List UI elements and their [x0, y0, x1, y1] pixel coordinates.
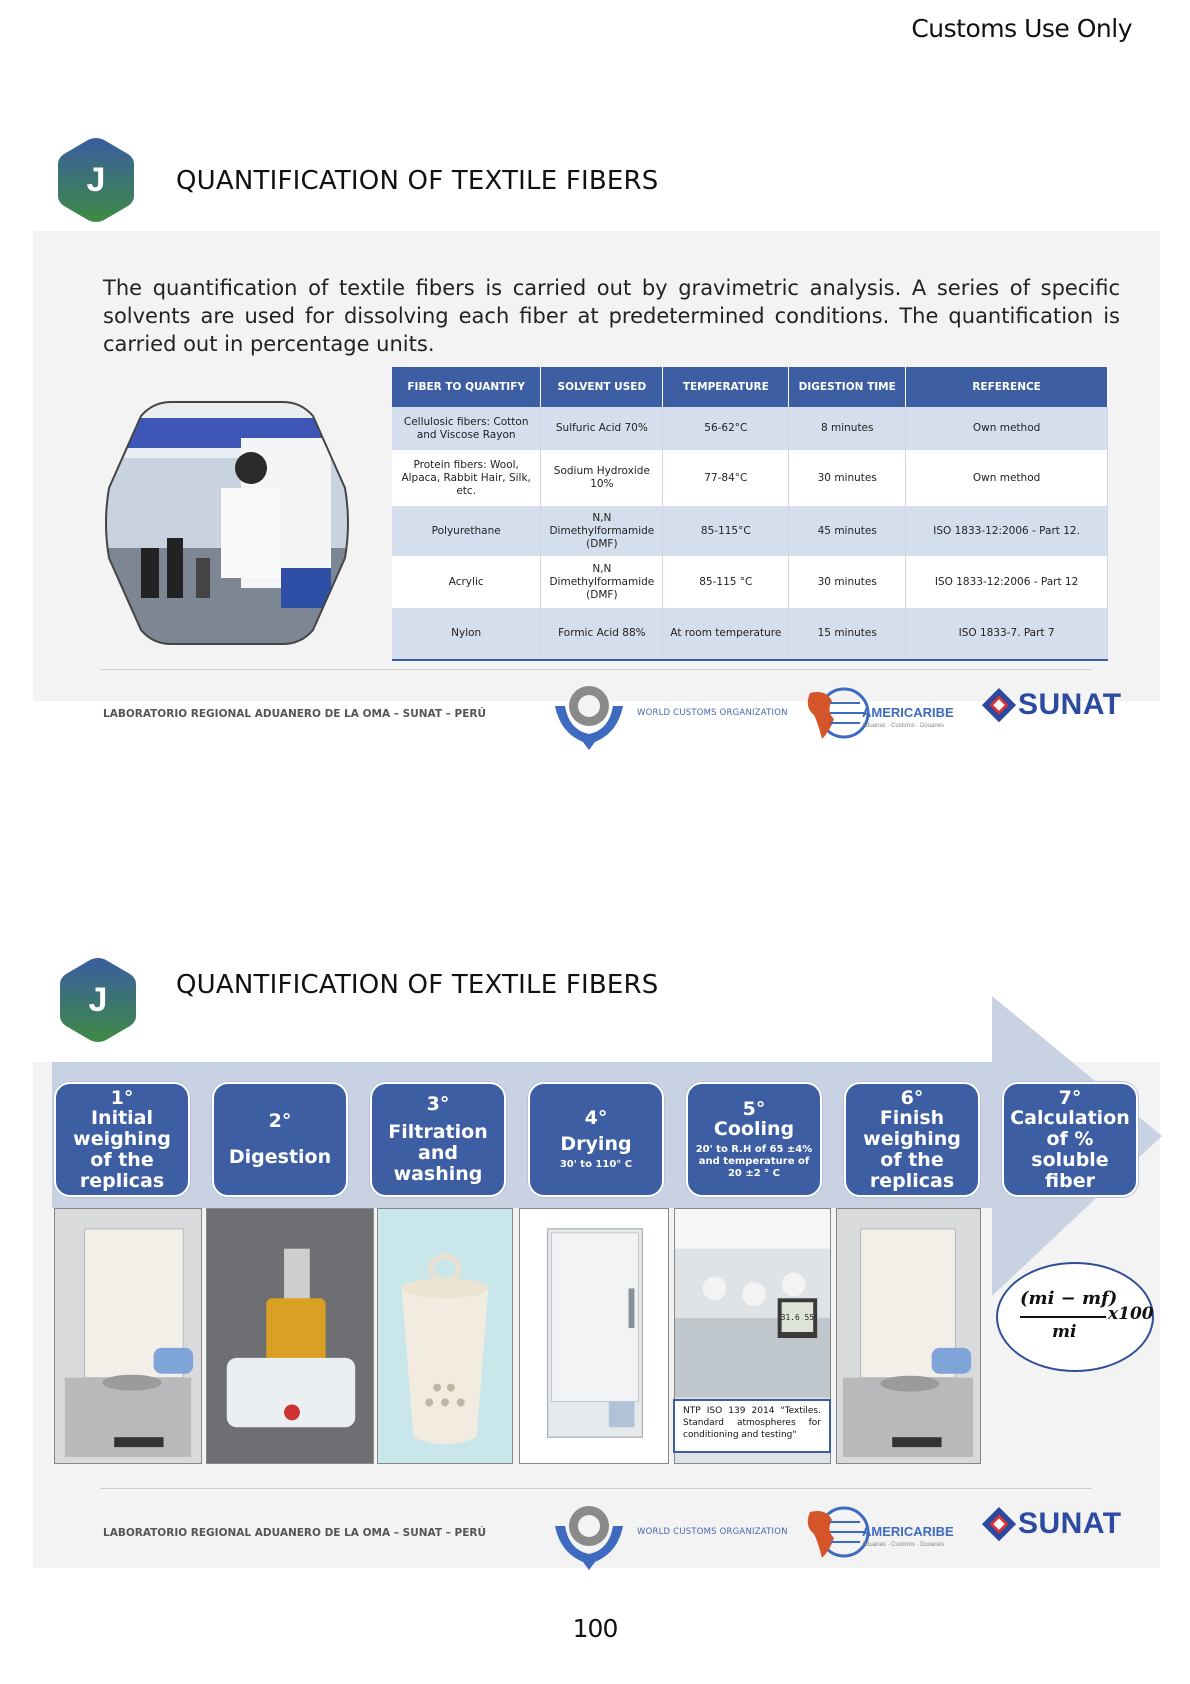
table-cell: Sodium Hydroxide 10%: [541, 450, 663, 506]
footer-lab-name: LABORATORIO REGIONAL ADUANERO DE LA OMA – SUNAT – PERÚ: [103, 1527, 487, 1539]
intro-paragraph: The quantification of textile fibers is carried out by gravimetric analysis. A series of specific solvents are used for dissolving each fiber at predetermined conditions. The quantification is carried out in percentage units.: [103, 276, 1120, 356]
footer-lab-name: LABORATORIO REGIONAL ADUANERO DE LA OMA – SUNAT – PERÚ: [103, 708, 487, 720]
table-row: [392, 608, 1108, 660]
lab-technician-photo: [101, 398, 353, 648]
hot-plate-beaker-photo: [206, 1208, 374, 1464]
table-header: DIGESTION TIME: [789, 367, 906, 407]
footer-divider: [100, 1488, 1092, 1489]
fiber-table: [392, 367, 1108, 661]
drying-oven-photo: [519, 1208, 669, 1464]
footer-divider: [100, 669, 1092, 670]
table-cell: 56-62°C: [663, 407, 789, 450]
table-cell: Own method: [906, 450, 1108, 506]
section-badge: [56, 136, 136, 224]
sunat-logo: [980, 1503, 1140, 1553]
wco-name: WORLD CUSTOMS ORGANIZATION: [637, 1527, 788, 1537]
page-number: 100: [572, 1614, 618, 1643]
soluble-fiber-formula: [996, 1262, 1154, 1372]
table-cell: ISO 1833-12:2006 - Part 12.: [906, 506, 1108, 556]
step-label: Cooling: [713, 1118, 795, 1140]
table-cell: 30 minutes: [789, 450, 906, 506]
wco-name: WORLD CUSTOMS ORGANIZATION: [637, 708, 788, 718]
step-card: [686, 1082, 822, 1197]
table-cell: Nylon: [392, 608, 541, 660]
table-header: SOLVENT USED: [541, 367, 663, 407]
step-card: [528, 1082, 664, 1197]
step-label: Initial weighing of the replicas: [73, 1106, 171, 1192]
sunat-name: SUNAT: [1018, 688, 1122, 721]
table-row: [392, 506, 1108, 556]
americaribe-subtitle: Aduanas · Customs · Douanes: [862, 723, 945, 729]
hygrometer-display: 31.6 55: [780, 1313, 815, 1323]
table-cell: ISO 1833-12:2006 - Part 12: [906, 556, 1108, 608]
analytical-balance-photo: [54, 1208, 202, 1464]
table-row: [392, 556, 1108, 608]
sunat-emblem-icon: [980, 686, 1018, 728]
step-number: 7°: [1058, 1086, 1082, 1109]
step-card: [370, 1082, 506, 1197]
formula-fraction-bar: [1020, 1316, 1106, 1318]
americaribe-logo: [800, 1502, 960, 1562]
step-number: 1°: [110, 1086, 134, 1109]
americaribe-logo: [800, 683, 960, 743]
table-cell: 15 minutes: [789, 608, 906, 660]
step-label: Finish weighing of the replicas: [863, 1106, 961, 1192]
formula-multiplier: x100: [1108, 1304, 1154, 1324]
badge-letter: J: [88, 980, 108, 1019]
step-number: 3°: [426, 1093, 450, 1115]
wco-logo-icon: [551, 680, 631, 750]
filter-crucible-photo: [377, 1208, 513, 1464]
table-cell: 85-115°C: [663, 506, 789, 556]
step-number: 2°: [268, 1110, 292, 1132]
table-cell: Sulfuric Acid 70%: [541, 407, 663, 450]
americaribe-subtitle: Aduanas · Customs · Douanes: [862, 1542, 945, 1548]
wco-logo-icon: [551, 1500, 631, 1570]
table-row: [392, 450, 1108, 506]
table-cell: Acrylic: [392, 556, 541, 608]
step-card: [1002, 1082, 1138, 1197]
table-cell: 30 minutes: [789, 556, 906, 608]
table-cell: 8 minutes: [789, 407, 906, 450]
table-header: FIBER TO QUANTIFY: [392, 367, 541, 407]
step-label: Filtration and washing: [388, 1121, 488, 1185]
americaribe-name: AMERICARIBE: [862, 1524, 954, 1539]
sunat-logo: [980, 684, 1140, 734]
table-row: [392, 407, 1108, 450]
badge-letter: J: [86, 160, 106, 199]
step-note: 30' to 110° C: [559, 1159, 633, 1170]
step-note: 20' to R.H of 65 ±4% and temperature of 20 ±2 ° C: [695, 1144, 813, 1179]
table-cell: Polyurethane: [392, 506, 541, 556]
table-cell: Protein fibers: Wool, Alpaca, Rabbit Hair, Silk, etc.: [392, 450, 541, 506]
table-header: REFERENCE: [906, 367, 1108, 407]
step-label: Digestion: [228, 1146, 332, 1168]
table-cell: 85-115 °C: [663, 556, 789, 608]
formula-denominator: mi: [1052, 1322, 1077, 1342]
table-cell: 45 minutes: [789, 506, 906, 556]
step-label: Drying: [560, 1133, 632, 1155]
analytical-balance-photo: [836, 1208, 981, 1464]
table-cell: ISO 1833-7. Part 7: [906, 608, 1108, 660]
standard-reference-note: NTP ISO 139 2014 "Textiles. Standard atmospheres for conditioning and testing": [673, 1399, 831, 1453]
americaribe-name: AMERICARIBE: [862, 705, 954, 720]
section-title: QUANTIFICATION OF TEXTILE FIBERS: [176, 166, 659, 196]
table-cell: N,N Dimethylformamide (DMF): [541, 506, 663, 556]
formula-numerator: (mi − mf): [1020, 1288, 1118, 1309]
table-cell: Formic Acid 88%: [541, 608, 663, 660]
table-header: TEMPERATURE: [663, 367, 789, 407]
step-number: 6°: [900, 1086, 924, 1109]
step-number: 4°: [584, 1107, 608, 1129]
header-note: Customs Use Only: [911, 14, 1132, 43]
step-card: [54, 1082, 190, 1197]
table-cell: Cellulosic fibers: Cotton and Viscose Rayon: [392, 407, 541, 450]
step-card: [212, 1082, 348, 1197]
step-number: 5°: [742, 1098, 766, 1120]
table-cell: 77-84°C: [663, 450, 789, 506]
step-card: [844, 1082, 980, 1197]
section-title: QUANTIFICATION OF TEXTILE FIBERS: [176, 970, 659, 1000]
step-label: Calculation of % soluble fiber: [1010, 1106, 1130, 1192]
table-cell: At room temperature: [663, 608, 789, 660]
sunat-name: SUNAT: [1018, 1507, 1122, 1540]
sunat-emblem-icon: [980, 1505, 1018, 1547]
table-cell: Own method: [906, 407, 1108, 450]
table-cell: N,N Dimethylformamide (DMF): [541, 556, 663, 608]
